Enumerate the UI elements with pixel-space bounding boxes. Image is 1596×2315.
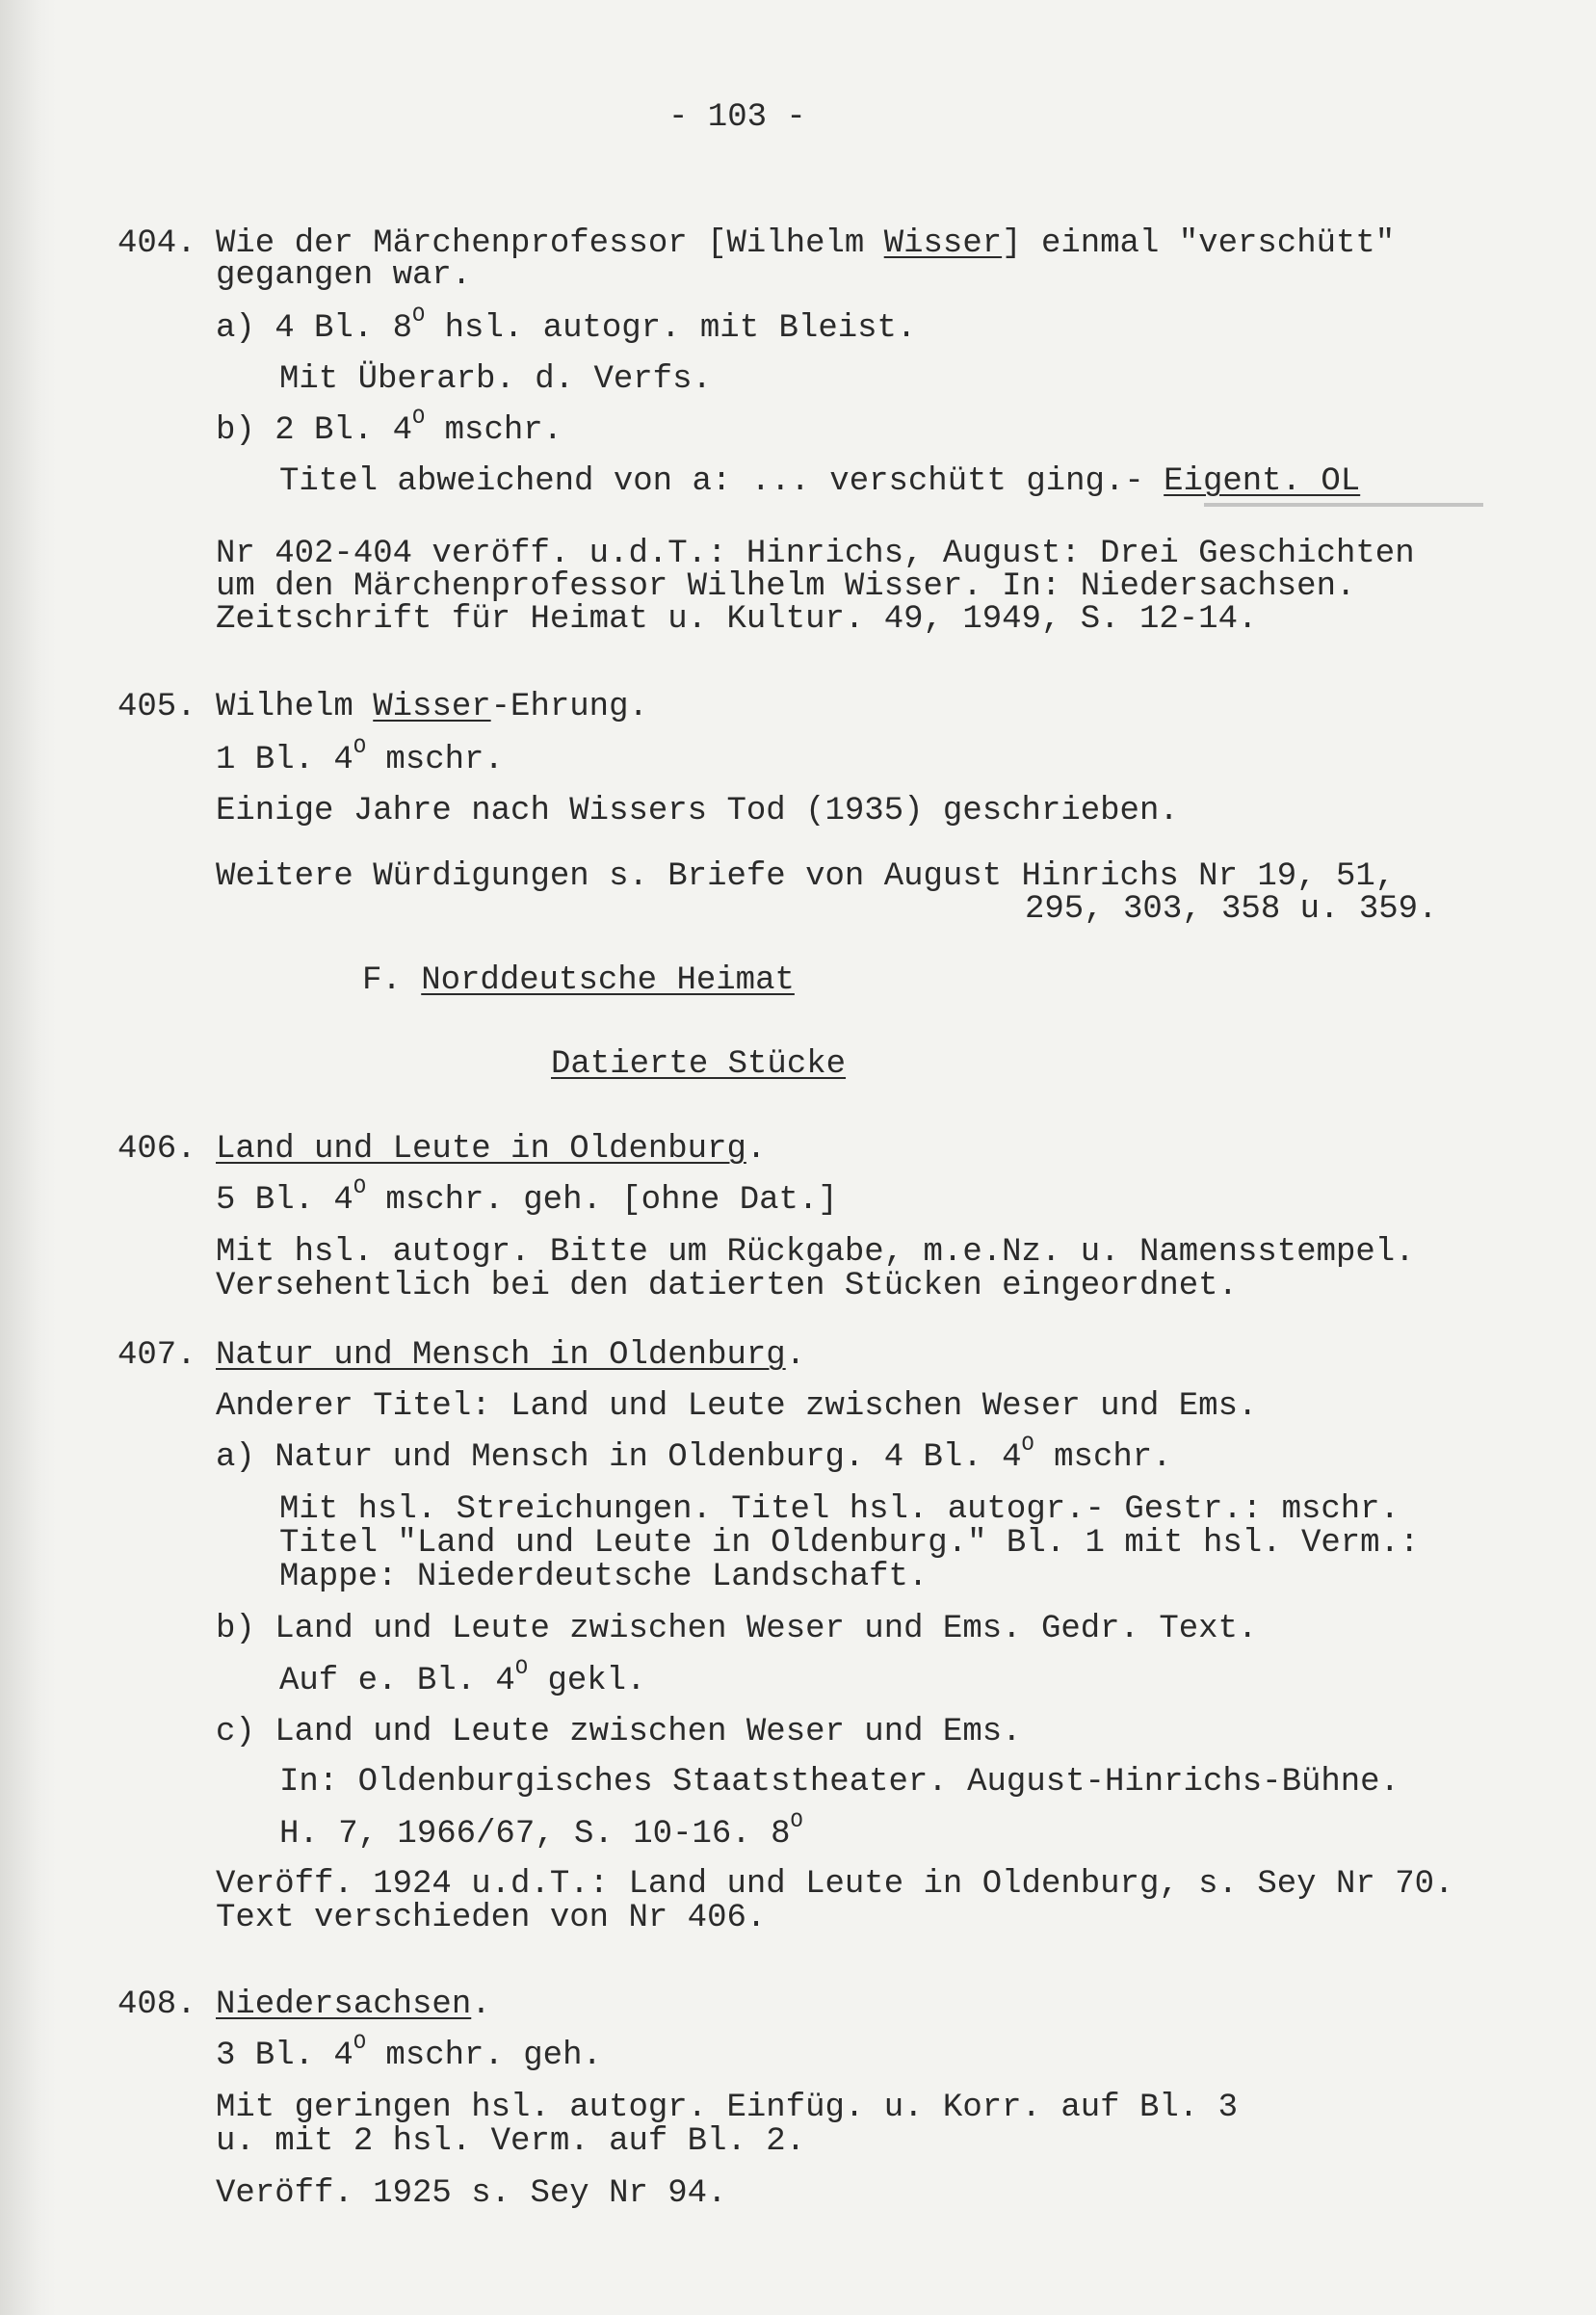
format-superscript: O: [353, 1174, 367, 1199]
entry-407-a-note-1: Mit hsl. Streichungen. Titel hsl. autogr.- Gestr.: mschr.: [279, 1491, 1400, 1528]
section-heading: [362, 963, 795, 998]
format-superscript: O: [412, 303, 426, 328]
title-part: Wie der Märchenprofessor [Wilhelm: [216, 225, 884, 262]
entry-406-desc: [216, 1174, 838, 1219]
entry-408-number: 408.: [118, 1986, 196, 2023]
entry-407-a-note-2: Titel "Land und Leute in Oldenburg." Bl. 1 mit hsl. Verm.:: [279, 1525, 1420, 1562]
entry-408-title: [216, 1987, 491, 2022]
entry-408-desc: [216, 2030, 602, 2074]
entry-404-a-note: Mit Überarb. d. Verfs.: [279, 361, 712, 398]
entry-404-b: [216, 405, 563, 449]
entry-404-pub-1: Nr 402-404 veröff. u.d.T.: Hinrichs, August: Drei Geschichten: [216, 536, 1415, 572]
subsection-heading: Datierte Stücke: [551, 1046, 847, 1083]
title-underlined: Natur und Mensch in Oldenburg: [216, 1337, 786, 1374]
entry-407-a: [216, 1432, 1172, 1476]
entry-407-b: b) Land und Leute zwischen Weser und Ems. Gedr. Text.: [216, 1611, 1258, 1647]
title-dot: .: [785, 1337, 806, 1374]
section-letter: F.: [362, 962, 422, 999]
entry-404-title: [216, 226, 1395, 261]
desc: mschr. geh. [ohne Dat.]: [366, 1182, 838, 1219]
entry-407-alt-title: Anderer Titel: Land und Leute zwischen Weser und Ems.: [216, 1388, 1258, 1425]
entry-408-note-1: Mit geringen hsl. autogr. Einfüg. u. Korr. auf Bl. 3: [216, 2090, 1238, 2126]
entry-405-more-1: Weitere Würdigungen s. Briefe von August Hinrichs Nr 19, 51,: [216, 858, 1396, 895]
entry-405-more-2: 295, 303, 358 u. 359.: [1025, 891, 1438, 928]
desc: a) Natur und Mensch in Oldenburg. 4 Bl. 4: [216, 1439, 1022, 1476]
desc: Auf e. Bl. 4: [279, 1663, 515, 1699]
entry-407-c-note-1: In: Oldenburgisches Staatstheater. August-Hinrichs-Bühne.: [279, 1764, 1400, 1801]
entry-405-title: [216, 690, 648, 724]
title-name-underlined: Wisser: [373, 689, 491, 725]
entry-407-b-note: [279, 1655, 646, 1699]
desc: b) 2 Bl. 4: [216, 412, 413, 449]
entry-406-note-1: Mit hsl. autogr. Bitte um Rückgabe, m.e.Nz. u. Namensstempel.: [216, 1234, 1415, 1271]
entry-406-title: [216, 1132, 766, 1167]
desc: mschr.: [366, 742, 504, 778]
format-superscript: O: [412, 405, 426, 430]
title-part: Wilhelm: [216, 689, 374, 725]
entry-407-pub-1: Veröff. 1924 u.d.T.: Land und Leute in Oldenburg, s. Sey Nr 70.: [216, 1866, 1454, 1903]
desc: a) 4 Bl. 8: [216, 310, 413, 347]
title-underlined: Land und Leute in Oldenburg: [216, 1131, 746, 1168]
entry-405-note: Einige Jahre nach Wissers Tod (1935) geschrieben.: [216, 793, 1179, 829]
entry-407-c-note-2: [279, 1808, 803, 1853]
title-name-underlined: Wisser: [883, 225, 1003, 262]
entry-408-note-2: u. mit 2 hsl. Verm. auf Bl. 2.: [216, 2123, 806, 2160]
entry-407-c: c) Land und Leute zwischen Weser und Ems.: [216, 1714, 1022, 1750]
format-superscript: O: [790, 1808, 803, 1833]
entry-405-desc: [216, 734, 504, 778]
desc: mschr.: [425, 412, 563, 449]
title-part: ] einmal "verschütt": [1002, 225, 1396, 262]
format-superscript: O: [514, 1655, 529, 1680]
desc: 5 Bl. 4: [216, 1182, 353, 1219]
entry-407-number: 407.: [118, 1337, 196, 1374]
format-superscript: O: [1021, 1432, 1034, 1457]
page-number: - 103 -: [668, 99, 806, 136]
desc: mschr.: [1033, 1439, 1172, 1476]
format-superscript: O: [353, 2030, 367, 2055]
entry-404-pub-3: Zeitschrift für Heimat u. Kultur. 49, 1949, S. 12-14.: [216, 601, 1258, 638]
desc: mschr. geh.: [366, 2038, 602, 2074]
entry-405-number: 405.: [118, 689, 196, 725]
section-title: Norddeutsche Heimat: [421, 962, 795, 999]
format-superscript: O: [353, 734, 367, 759]
title-part: -Ehrung.: [490, 689, 648, 725]
desc: 3 Bl. 4: [216, 2038, 353, 2074]
title-dot: .: [746, 1131, 767, 1168]
desc: 1 Bl. 4: [216, 742, 353, 778]
owner-underlined: Eigent. OL: [1164, 463, 1361, 500]
entry-404-pub-2: um den Märchenprofessor Wilhelm Wisser. In: Niedersachsen.: [216, 568, 1356, 605]
entry-408-pub: Veröff. 1925 s. Sey Nr 94.: [216, 2175, 727, 2212]
entry-406-note-2: Versehentlich bei den datierten Stücken eingeordnet.: [216, 1268, 1238, 1304]
entry-404-b-note: [279, 464, 1360, 499]
scan-edge: [0, 0, 56, 2315]
desc: H. 7, 1966/67, S. 10-16. 8: [279, 1816, 791, 1853]
desc: hsl. autogr. mit Bleist.: [425, 310, 917, 347]
desc: gekl.: [528, 1663, 646, 1699]
entry-406-number: 406.: [118, 1131, 196, 1168]
entry-404-title-cont: gegangen war.: [216, 257, 472, 294]
note: Titel abweichend von a: ... verschütt ging.-: [279, 463, 1164, 500]
pencil-mark: [1204, 503, 1483, 507]
title-dot: .: [471, 1986, 491, 2023]
entry-407-title: [216, 1338, 805, 1373]
entry-407-pub-2: Text verschieden von Nr 406.: [216, 1900, 767, 1936]
entry-404-number: 404.: [118, 225, 196, 262]
title-underlined: Niedersachsen: [216, 1986, 472, 2023]
entry-404-a: [216, 303, 917, 347]
entry-407-a-note-3: Mappe: Niederdeutsche Landschaft.: [279, 1559, 929, 1595]
